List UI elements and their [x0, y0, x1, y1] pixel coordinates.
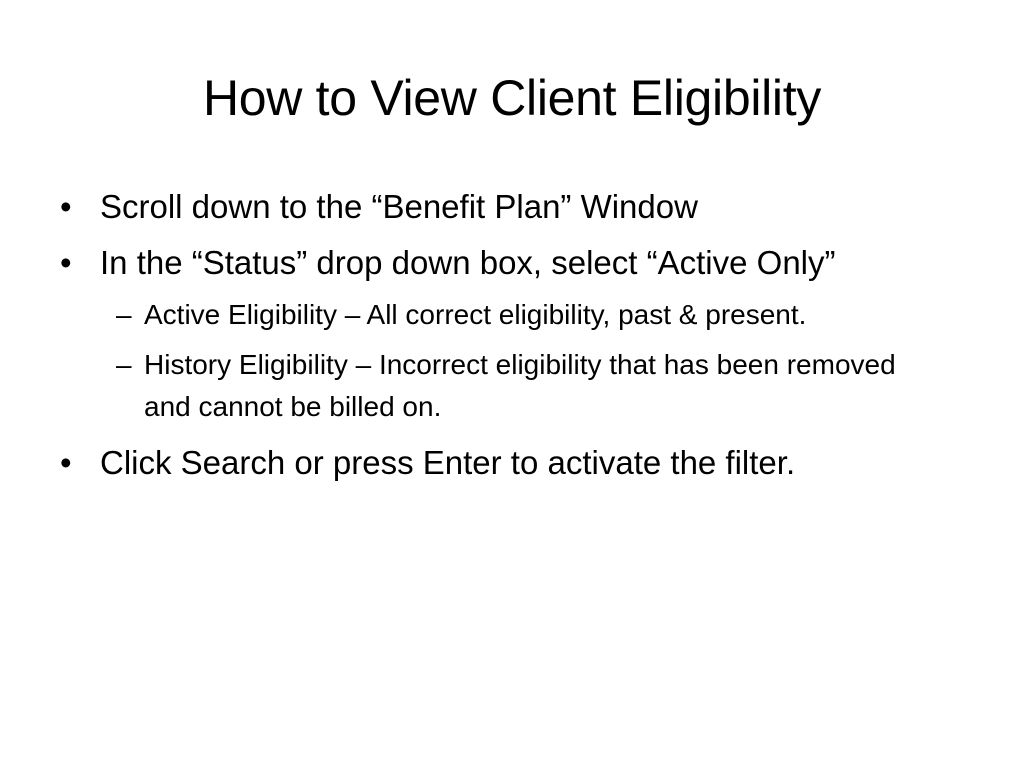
slide-body — [56, 182, 956, 494]
bullet-item — [56, 438, 956, 488]
bullet-text: In the “Status” drop down box, select “Active Only” — [100, 244, 836, 281]
bullet-text: Scroll down to the “Benefit Plan” Window — [100, 188, 698, 225]
bullet-icon: • — [60, 244, 72, 281]
sub-bullet-item — [100, 344, 904, 428]
sub-bullet-item — [100, 294, 904, 336]
bullet-item — [56, 182, 956, 232]
sub-bullet-list — [100, 294, 956, 428]
bullet-icon: • — [60, 444, 72, 481]
sub-bullet-text: History Eligibility – Incorrect eligibility that has been removed and cannot be billed on. — [144, 349, 896, 422]
dash-icon: – — [116, 349, 132, 380]
slide-title: How to View Client Eligibility — [202, 70, 822, 126]
bullet-item — [56, 238, 956, 428]
dash-icon: – — [116, 299, 132, 330]
sub-bullet-text: Active Eligibility – All correct eligibility, past & present. — [144, 299, 807, 330]
bullet-icon: • — [60, 188, 72, 225]
bullet-list — [56, 182, 956, 488]
bullet-text: Click Search or press Enter to activate the filter. — [100, 444, 796, 481]
